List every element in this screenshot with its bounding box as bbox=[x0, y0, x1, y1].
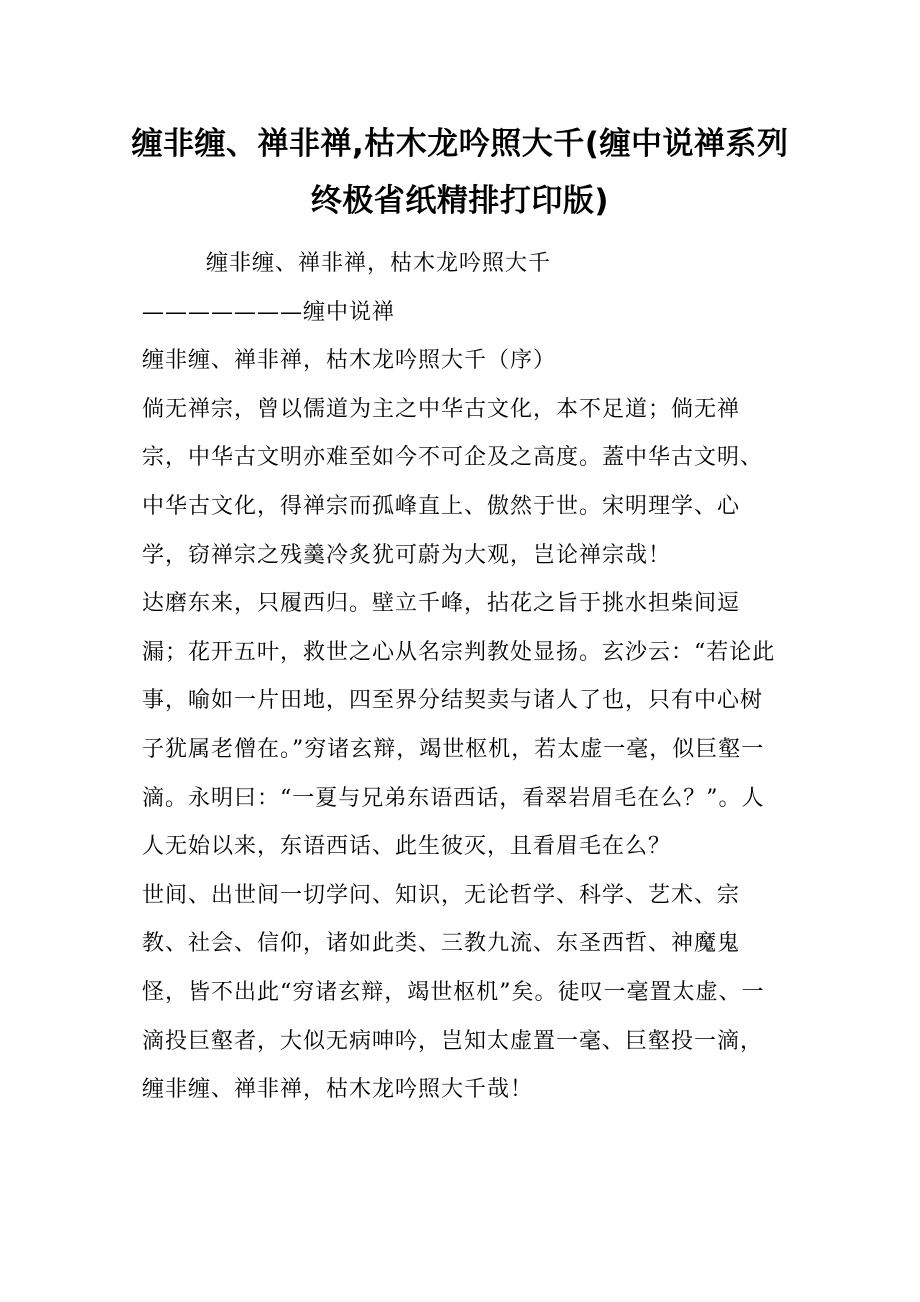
paragraph: 世间、出世间一切学问、知识，无论哲学、科学、艺术、宗教、社会、信仰，诸如此类、三教九流、东圣西哲、神魔鬼怪，皆不出此“穷诸玄辩，竭世枢机”矣。徒叹一毫置太虚、一滴投巨壑者，大似无病呻吟，岂知太虚置一毫、巨壑投一滴，缠非缠、禅非禅，枯木龙吟照大千哉！ bbox=[142, 882, 765, 1103]
document-title: 缠非缠、禅非禅,枯木龙吟照大千(缠中说禅系列终极省纸精排打印版) bbox=[131, 126, 789, 219]
paragraph: 达磨东来，只履西归。壁立千峰，拈花之旨于挑水担柴间逗漏；花开五叶，救世之心从名宗判教处显扬。玄沙云：“若论此事，喻如一片田地，四至界分结契卖与诸人了也，只有中心树子犹属老僧在。”穷诸玄辩，竭世枢机，若太虚一毫，似巨壑一滴。永明曰：“一夏与兄弟东语西话，看翠岩眉毛在么？”。人人无始以来，东语西话、此生彼灭，且看眉毛在么？ bbox=[142, 591, 776, 860]
document-body bbox=[142, 240, 782, 1115]
paragraph: 倘无禅宗，曾以儒道为主之中华古文化，本不足道；倘无禅宗，中华古文明亦难至如今不可企及之高度。蓋中华古文明、中华古文化，得禅宗而孤峰直上、傲然于世。宋明理学、心学，窃禅宗之残羹冷炙犹可蔚为大观，岂论禅宗哉！ bbox=[142, 396, 764, 568]
preface-heading: 缠非缠、禅非禅，枯木龙吟照大千（序） bbox=[142, 348, 557, 374]
attribution: ———————缠中说禅 bbox=[142, 299, 396, 325]
subtitle: 缠非缠、禅非禅，枯木龙吟照大千 bbox=[206, 251, 552, 276]
